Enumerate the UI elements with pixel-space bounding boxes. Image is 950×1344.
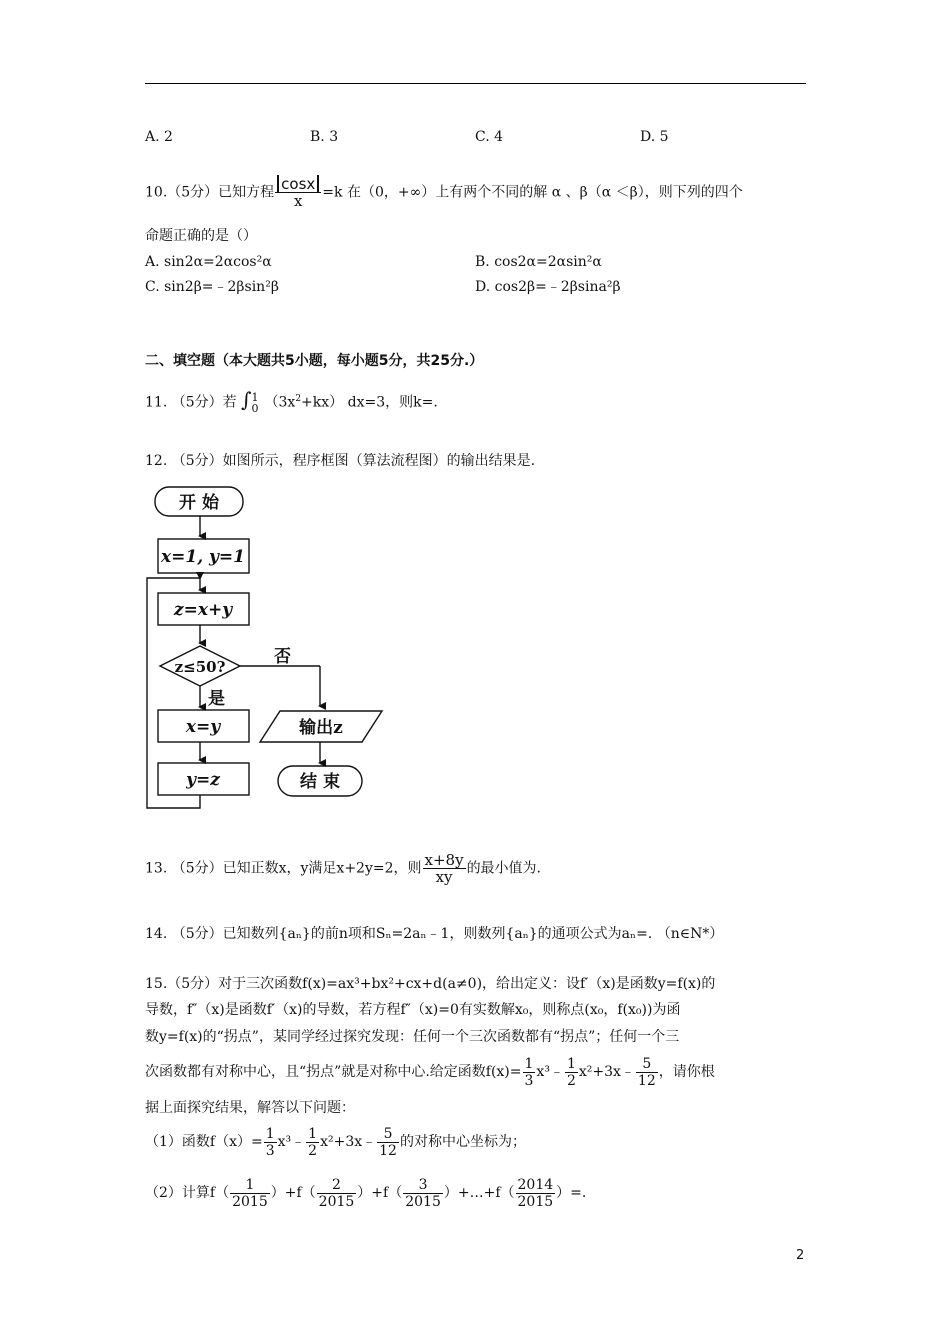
q15-line3: 数y=f(x)的“拐点”，某同学经过探究发现：任何一个三次函数都有“拐点”；任何一个三 [145,1029,680,1045]
f-frac1-den: 3 [524,1072,534,1089]
q10-fraction [275,176,321,209]
q13-num: x+8y [424,851,464,869]
condition-label: z≤50? [174,658,226,676]
q15-sub2 [145,1173,586,1213]
f-frac3-den: 12 [637,1072,656,1089]
sub2-mid3: ）+…+f（ [443,1185,515,1201]
q10-frac-den: x [294,192,303,210]
sub1-frac1-den: 3 [265,1142,275,1159]
sub1-term2: x²+3x﹣ [320,1134,377,1150]
sub1-term1: x³﹣ [277,1134,306,1150]
yes-label: 是 [208,689,225,709]
no-label: 否 [274,647,291,667]
q11-prefix: 11. （5分）若 [145,394,237,411]
end-label: 结 束 [300,772,340,792]
sub1-frac1-num: 1 [265,1125,275,1142]
q13-prefix: 13. （5分）已知正数x，y满足x+2y=2，则 [145,860,422,877]
q10-option-d: D. cos2β=﹣2βsina²β [475,279,621,295]
q15-line4-prefix: 次函数都有对称中心，且“拐点”就是对称中心.给定函数f(x)= [145,1064,522,1080]
sub2-frac1-num: 1 [230,1177,270,1194]
q11-body2: +kx） dx=3，则k=. [301,394,438,411]
q15-line5: 据上面探究结果，解答以下问题： [145,1100,355,1116]
header-rule [145,83,806,84]
q11-exp: 2 [295,394,302,404]
f-frac2-den: 2 [566,1072,576,1089]
q15-sub1 [145,1124,526,1160]
page-number: 2 [796,1248,805,1263]
q15-line4 [145,1054,715,1090]
q11-lower: 0 [251,401,259,415]
sub2-frac2-num: 2 [317,1177,357,1194]
sub1-frac2-num: 1 [308,1125,318,1142]
q9-option-c: C. 4 [475,129,504,145]
q11-stem [145,388,438,414]
q10-option-b: B. cos2α=2αsin²α [475,254,602,270]
q10-option-c: C. sin2β=﹣2βsin²β [145,279,279,295]
integral-sign: ∫ [241,387,252,412]
assign-z-label: z=x+y [173,600,233,620]
f-term2: x²+3x﹣ [578,1064,635,1080]
q13-stem [145,852,541,885]
sub2-prefix: （2）计算f（ [145,1185,230,1201]
sub1-prefix: （1）函数f（x）= [145,1134,263,1150]
sub2-frac4-den: 2015 [517,1193,554,1210]
q11-upper: 1 [251,390,259,404]
q15-line2: 导数，f″（x)是函数f′（x)的导数，若方程f″（x)=0有实数解x₀，则称点(x₀，f(x₀))为函 [145,1002,681,1018]
f-frac1-num: 1 [524,1055,534,1072]
q15-line1: 15.（5分）对于三次函数f(x)=ax³+bx²+cx+d(a≠0)，给出定义：设f′（x)是函数y=f(x)的 [145,976,716,992]
assign-x-label: x=y [185,717,221,737]
flowchart [140,480,390,820]
sub1-frac3-num: 5 [377,1126,399,1143]
assign-y-label: y=z [186,770,220,790]
q9-option-b: B. 3 [310,129,339,145]
q10-line2: 命题正确的是（） [145,228,257,244]
q11-body: （3x [264,394,296,411]
sub1-frac3-den: 12 [379,1142,397,1159]
q14-stem: 14. （5分）已知数列{aₙ}的前n项和Sₙ=2aₙ﹣1，则数列{aₙ}的通项公式为aₙ=. （n∈N*） [145,926,724,942]
output-label: 输出z [299,718,343,738]
section-heading: 二、填空题（本大题共5小题，每小题5分，共25分.） [145,353,484,369]
q10-frac-num: cosx [277,175,319,193]
sub2-frac1-den: 2015 [232,1193,268,1210]
q9-option-a: A. 2 [145,129,173,145]
q10-suffix: =k 在（0，+∞）上有两个不同的解 α 、β（α ＜β），则下列的四个 [322,184,743,201]
sub1-suffix: 的对称中心坐标为； [399,1134,526,1150]
q12-stem: 12. （5分）如图所示，程序框图（算法流程图）的输出结果是. [145,453,536,469]
q9-option-d: D. 5 [640,129,669,145]
q13-suffix: 的最小值为. [466,860,542,877]
sub2-frac3-num: 3 [403,1177,443,1194]
sub2-suffix: ）=. [556,1185,587,1201]
sub2-frac3-den: 2015 [405,1193,441,1210]
sub1-frac2-den: 2 [308,1142,318,1159]
q15-line4-suffix: ，请你根 [658,1064,715,1080]
f-term1: x³﹣ [536,1064,564,1080]
f-frac3-num: 5 [636,1056,658,1073]
init-label: x=1, y=1 [161,547,245,567]
start-label: 开 始 [179,493,219,513]
sub2-mid1: ）+f（ [270,1185,316,1201]
q10-option-a: A. sin2α=2αcos²α [145,254,272,270]
q10-prefix: 10.（5分）已知方程 [145,184,275,201]
sub2-frac4-num: 2014 [517,1176,554,1193]
sub2-frac2-den: 2015 [318,1193,355,1210]
f-frac2-num: 1 [566,1055,576,1072]
sub2-mid2: ）+f（ [357,1185,403,1201]
q13-den: xy [435,868,453,886]
q10-stem [145,176,743,209]
q13-fraction [423,852,466,885]
